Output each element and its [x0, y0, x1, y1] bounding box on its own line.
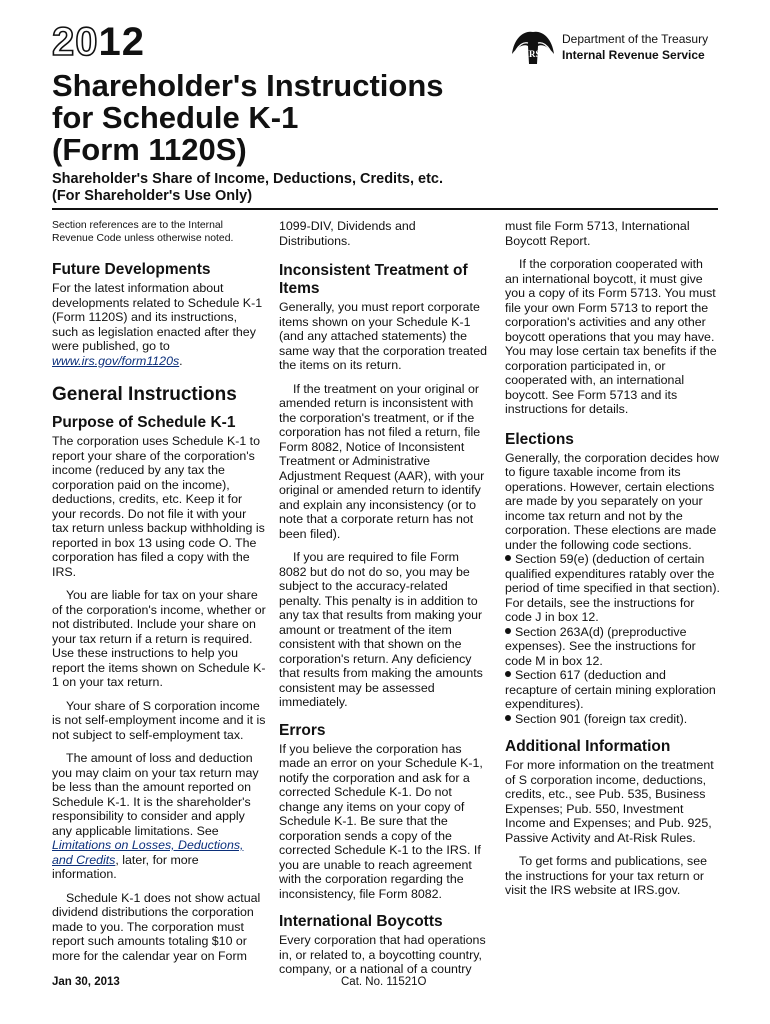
errors-paragraph: If you believe the corporation has made an error on your Schedule K-1, notify the corporation and ask for a corrected Schedule K-1. Do not change any items on your copy of Schedule K-1. Be sure that the corporation sends a copy of the corrected Schedule K-1 to the IRS. If you are unable to reach agreement with the corporation regarding the inconsistency, file Form 8082.: [279, 741, 483, 901]
election-bullet-3: [505, 668, 720, 712]
subtitle-line-1: Shareholder's Share of Income, Deductions, Credits, etc.: [52, 171, 444, 187]
column-2: [279, 219, 489, 977]
column-1: [52, 219, 266, 963]
inconsistent-paragraph-3: If you are required to file Form 8082 but do not do so, you may be subject to the accuracy-related penalty. This penalty is in addition to any tax that results from making your amount or treatment of the item consistent with that shown on the corporation's return. Any deficiency that results from making the amounts consistent may be assessed immediately.: [279, 550, 483, 709]
inconsistent-treatment-heading: Inconsistent Treatment of Items: [279, 262, 468, 297]
subtitle-line-2: (For Shareholder's Use Only): [52, 188, 253, 204]
purpose-paragraph-1: The corporation uses Schedule K-1 to report your share of the corporation's income (reduced by any tax the corporation paid on the income), deductions, credits, etc. Keep it for your records. Do not file it with your tax return unless backup withholding is reported in box 13 using code O. The corporation has filed a copy with the IRS.: [52, 434, 265, 579]
form-year: [52, 20, 145, 64]
purpose-paragraph-2: You are liable for tax on your share of the corporation's income, whether or not distributed. Include your share on your tax return if a return is required. Use these instructions to help you report the items shown on Schedule K-1 on your tax return.: [52, 588, 266, 689]
title-line-2: for Schedule K-1: [52, 100, 299, 135]
bullet-text: Section 59(e) (deduction of certain qualified expenditures ratably over the period of time specified in that section). For details, see the instructions for code J in box 12.: [505, 552, 720, 624]
logo-text: IRS: [525, 49, 541, 59]
bullet-text: Section 617 (deduction and recapture of certain mining exploration expenditures).: [505, 668, 716, 711]
errors-heading: Errors: [279, 721, 326, 739]
additional-paragraph-2: To get forms and publications, see the instructions for your tax return or visit the IRS website at IRS.gov.: [505, 854, 708, 897]
footer-date: Jan 30, 2013: [52, 976, 120, 988]
document-title: [52, 70, 512, 166]
purpose-paragraph-3: Your share of S corporation income is not self-employment income and it is not subject to self-employment tax.: [52, 698, 266, 742]
boycott-report-continuation: must file Form 5713, International Boycott Report.: [505, 219, 690, 248]
title-line-1: Shareholder's Instructions: [52, 68, 444, 103]
p4-end: , later, for more information.: [52, 852, 199, 881]
limitations-link[interactable]: Limitations on Losses, Deductions, and Credits: [52, 838, 244, 867]
inconsistent-paragraph-1: Generally, you must report corporate items shown on your Schedule K-1 (and any attached statements) the same way that the corporation treated the items on its return.: [279, 300, 488, 372]
purpose-paragraph-5: Schedule K-1 does not show actual dividend distributions the corporation made to you. The corporation must report such amounts totaling $10 or more for the calendar year on Form: [52, 890, 261, 963]
elections-paragraph: Generally, the corporation decides how to figure taxable income from its operations. However, certain elections are made by you separately on your income tax return and not by the corporation. These elections are made under the following code sections.: [505, 450, 719, 552]
additional-paragraph-1: For more information on the treatment of S corporation income, deductions, credits, etc., see Pub. 535, Business Expenses; Pub. 550, Investment Income and Expenses; and Pub. 925, Passive Activity and At-Risk Rules.: [505, 758, 714, 845]
future-developments-text: [52, 281, 266, 368]
international-boycotts-heading: International Boycotts: [279, 913, 443, 930]
bullet-dot-icon: [505, 671, 511, 677]
section-references-note: Section references are to the Internal Revenue Code unless otherwise noted.: [52, 220, 234, 244]
elections-heading: Elections: [505, 430, 574, 448]
dividends-continuation: 1099-DIV, Dividends and Distributions.: [279, 219, 416, 248]
department-name: Department of the Treasury: [562, 32, 709, 46]
election-bullet-1: [505, 552, 720, 625]
purpose-paragraph-4: [52, 751, 266, 882]
election-bullet-4: [505, 712, 720, 727]
year-solid-digits: 12: [98, 20, 145, 64]
p4-start: The amount of loss and deduction you may claim on your tax return may be less than the amount reported on Schedule K-1. It is the shareholder's responsibility to consider and apply any applicable limitations. See: [52, 751, 259, 838]
irs-eagle-logo-icon: [508, 24, 558, 70]
column-3: [505, 219, 720, 898]
additional-information-heading: Additional Information: [505, 738, 671, 755]
bullet-dot-icon: [505, 555, 511, 561]
boycotts-paragraph: Every corporation that had operations in, or related to, a boycotting country, company, or a national of a country: [279, 933, 486, 976]
purpose-heading: Purpose of Schedule K-1: [52, 414, 236, 431]
title-line-3: (Form 1120S): [52, 132, 247, 167]
agency-name: Internal Revenue Service: [562, 48, 705, 62]
agency-header: [508, 24, 738, 70]
form1120s-link[interactable]: www.irs.gov/form1120s: [52, 353, 180, 368]
bullet-dot-icon: [505, 715, 511, 721]
bullet-text: Section 263A(d) (preproductive expenses). See the instructions for code M in box 12.: [505, 624, 696, 668]
bullet-dot-icon: [505, 628, 511, 634]
inconsistent-paragraph-2: If the treatment on your original or amended return is inconsistent with the corporation's treatment, or if the corporation has not filed a return, file Form 8082, Notice of Inconsistent Treatment or Administrative Adjustment Request (AAR), with your original or amended return to identify and explain any inconsistency (or to note that a corporate return has not been filed).: [279, 381, 485, 541]
future-end: .: [179, 353, 183, 368]
bullet-text: Section 901 (foreign tax credit).: [515, 711, 688, 726]
year-outline-digits: 20: [52, 20, 99, 64]
header-divider: [52, 208, 718, 210]
future-text: For the latest information about developments related to Schedule K-1 (Form 1120S) and its instructions, such as legislation enacted after they were published, go to: [52, 281, 263, 353]
document-subtitle: [52, 171, 532, 205]
footer-catalog-number: Cat. No. 11521O: [341, 976, 427, 988]
future-developments-heading: Future Developments: [52, 261, 211, 278]
general-instructions-heading: General Instructions: [52, 384, 237, 405]
boycott-paragraph-2: If the corporation cooperated with an international boycott, it must give you a copy of its Form 5713. You must file your own Form 5713 to report the corporation's activities and any other boycott operations that you may have. You may lose certain tax benefits if the corporation participated in, or cooperated with, an international boycott. See Form 5713 and its instructions for details.: [505, 257, 717, 416]
election-bullet-2: [505, 625, 720, 669]
